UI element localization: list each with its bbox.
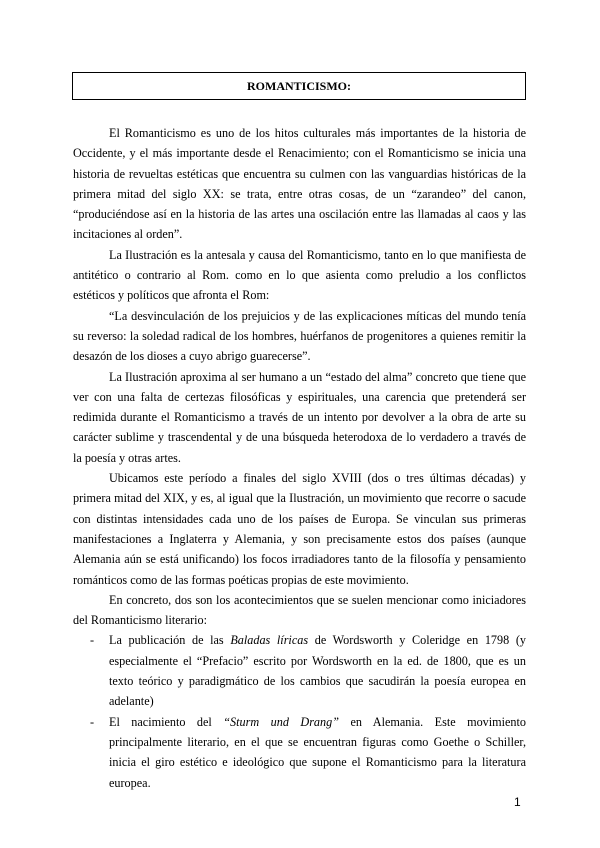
title-box xyxy=(72,72,526,100)
paragraph-intro: El Romanticismo es uno de los hitos culturales más importantes de la historia de Occidente, y el más importante desde el Renacimiento; con el Romanticismo se inicia una historia de revueltas estéticas que encuentra su culmen con las vanguardias históricas de la primera mitad del siglo XX: se trata, entre otras cosas, de un “zarandeo” del canon, “produciéndose así en la historia de las artes una oscilación entre las llamadas al caos y las incitaciones al orden”. xyxy=(73,126,526,242)
paragraph-quote: “La desvinculación de los prejuicios y de las explicaciones míticas del mundo tenía su reverso: la soledad radical de los hombres, huérfanos de progenitores a quienes remitir la desazón de los dioses a cuyo abrigo guarecerse”. xyxy=(73,308,526,364)
list-item-italic: “Sturm und Drang” xyxy=(223,714,339,729)
list-item-text-after: de Wordsworth y Coleridge en 1798 (y especialmente el “Prefacio” escrito por Wordsworth en la ed. de 1800, que es un texto teórico y paradigmático de los cambios que sacudirán la poesía europea en adelante) xyxy=(109,633,526,709)
paragraph-ilustracion: La Ilustración es la antesala y causa del Romanticismo, tanto en lo que manifiesta de antitético o contrario al Rom. como en lo que asienta como preludio a los conflictos estéticos y políticos que afronta el Rom: xyxy=(73,247,526,303)
list-item xyxy=(73,712,526,793)
list-item-text-before: La publicación de las xyxy=(109,633,231,648)
paragraph-acontecimientos: En concreto, dos son los acontecimientos que se suelen mencionar como iniciadores del Romanticismo literario: xyxy=(73,592,526,628)
list-item-italic: Baladas líricas xyxy=(230,633,309,648)
page-number: 1 xyxy=(514,795,521,809)
list-dash: - xyxy=(90,714,95,729)
paragraph-estado-del-alma: La Ilustración aproxima al ser humano a un “estado del alma” concreto que tiene que ver con una falta de certezas filosóficas y espirituales, una carencia que pretenderá ser redimida durante el Romanticismo a través de un intento por devolver a la obra de arte su carácter sublime y trascendental y de una búsqueda heterodoxa de lo verdadero a través de la poesía y otras artes. xyxy=(73,369,526,465)
list-item-text-after: en Alemania. Este movimiento principalmente literario, en el que se encuentran figuras como Goethe o Schiller, inicia el giro estético e ideológico que supone el Romanticismo para la literatura europea. xyxy=(109,714,527,790)
list-item xyxy=(73,630,526,711)
document-body xyxy=(73,123,526,793)
paragraph-periodo: Ubicamos este período a finales del siglo XVIII (dos o tres últimas décadas) y primera mitad del XIX, y es, al igual que la Ilustración, un movimiento que recorre o sacude con distintas intensidades cada uno de los países de Europa. Se vinculan sus primeras manifestaciones a Inglaterra y Alemania, y son precisamente estos dos países (aunque Alemania aún se está unificando) los focos irradiadores tanto de la filosofía y pensamiento románticos como de las formas poéticas propias de este movimiento. xyxy=(73,471,526,587)
list-dash: - xyxy=(90,633,95,648)
list-item-text-before: El nacimiento del xyxy=(109,714,224,729)
iniciadores-list xyxy=(73,630,526,792)
page-title: ROMANTICISMO: xyxy=(247,78,351,93)
